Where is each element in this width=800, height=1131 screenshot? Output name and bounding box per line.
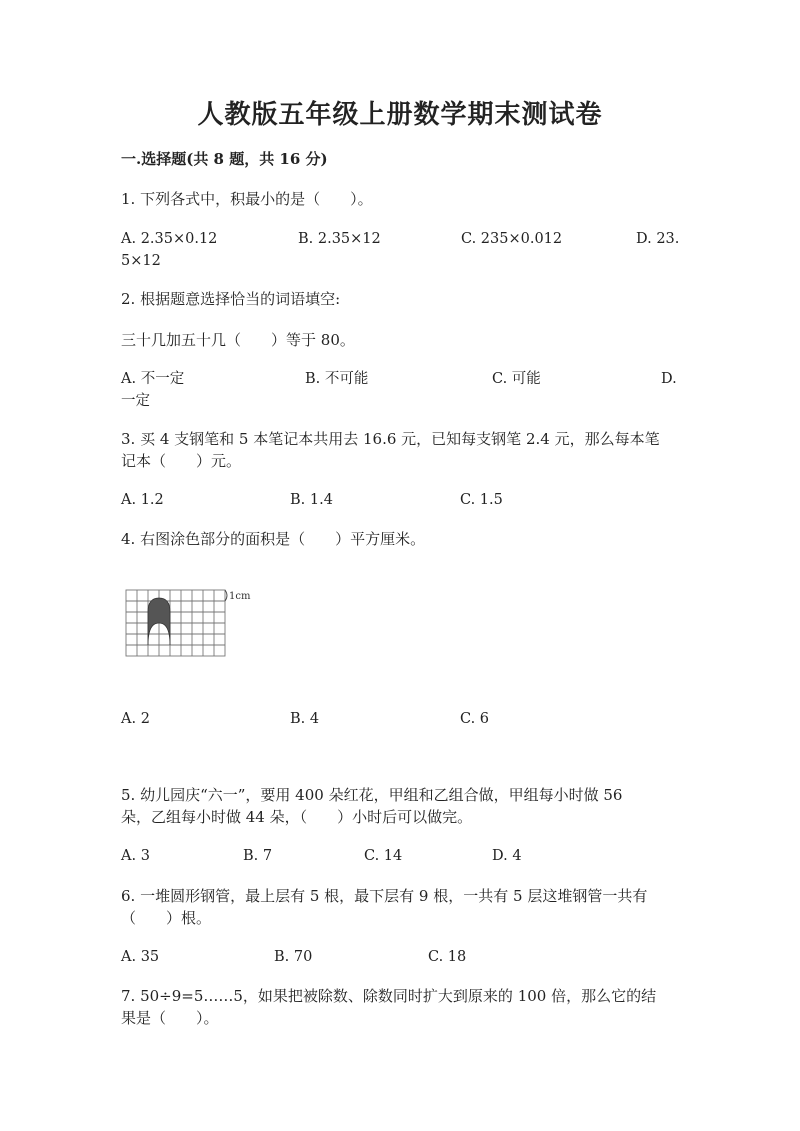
section-heading: 一.选择题(共 8 题，共 16 分)	[121, 150, 328, 168]
shaded-grid-diagram	[121, 584, 271, 664]
question-3-option-c: C. 1.5	[460, 492, 503, 508]
question-4-option-b: B. 4	[290, 711, 320, 727]
question-1-option-b: B. 2.35×12	[298, 231, 381, 247]
question-1-stem: 1. 下列各式中，积最小的是（ ）。	[121, 190, 373, 208]
question-1-option-d-wrap: 5×12	[121, 253, 161, 269]
question-6-option-c: C. 18	[428, 949, 467, 965]
page-title: 人教版五年级上册数学期末测试卷	[197, 100, 603, 130]
question-2-option-d-wrap: 一定	[121, 393, 150, 409]
question-4-option-a: A. 2	[121, 711, 150, 727]
question-2-sentence: 三十几加五十几（ ）等于 80。	[121, 331, 355, 349]
question-4-stem: 4. 右图涂色部分的面积是（ ）平方厘米。	[121, 530, 426, 548]
question-7-stem-line2: 果是（ ）。	[121, 1009, 219, 1027]
question-2-option-c: C. 可能	[492, 371, 541, 387]
question-2-option-a: A. 不一定	[121, 371, 185, 387]
question-6-option-b: B. 70	[274, 949, 313, 965]
question-5-option-d: D. 4	[492, 848, 522, 864]
question-3-stem-line2: 记本（ ）元。	[121, 452, 242, 470]
question-1-option-c: C. 235×0.012	[461, 231, 563, 247]
question-5-option-c: C. 14	[364, 848, 403, 864]
question-5-option-b: B. 7	[243, 848, 273, 864]
question-4-option-c: C. 6	[460, 711, 490, 727]
question-5-stem-line1: 5. 幼儿园庆“六一”，要用 400 朵红花，甲组和乙组合做，甲组每小时做 56	[121, 786, 623, 804]
question-2-option-b: B. 不可能	[305, 371, 369, 387]
cell-size-label: 1cm	[229, 591, 251, 602]
question-6-option-a: A. 35	[121, 949, 160, 965]
question-5-option-a: A. 3	[121, 848, 150, 864]
question-2-option-d: D.	[661, 371, 677, 387]
question-3-option-a: A. 1.2	[121, 492, 164, 508]
question-1-option-d: D. 23.	[636, 231, 680, 247]
question-6-stem-line1: 6. 一堆圆形钢管，最上层有 5 根，最下层有 9 根，一共有 5 层这堆钢管一共有	[121, 887, 648, 905]
question-5-stem-line2: 朵，乙组每小时做 44 朵，（ ）小时后可以做完。	[121, 808, 473, 826]
question-2-stem: 2. 根据题意选择恰当的词语填空:	[121, 290, 341, 308]
grid-figure	[121, 584, 271, 668]
question-3-option-b: B. 1.4	[290, 492, 333, 508]
question-6-stem-line2: （ ）根。	[121, 909, 212, 927]
question-1-option-a: A. 2.35×0.12	[121, 231, 218, 247]
question-3-stem-line1: 3. 买 4 支钢笔和 5 本笔记本共用去 16.6 元，已知每支钢笔 2.4 元，那么每本笔	[121, 430, 660, 448]
question-7-stem-line1: 7. 50÷9=5……5，如果把被除数、除数同时扩大到原来的 100 倍，那么它的结	[121, 987, 657, 1005]
